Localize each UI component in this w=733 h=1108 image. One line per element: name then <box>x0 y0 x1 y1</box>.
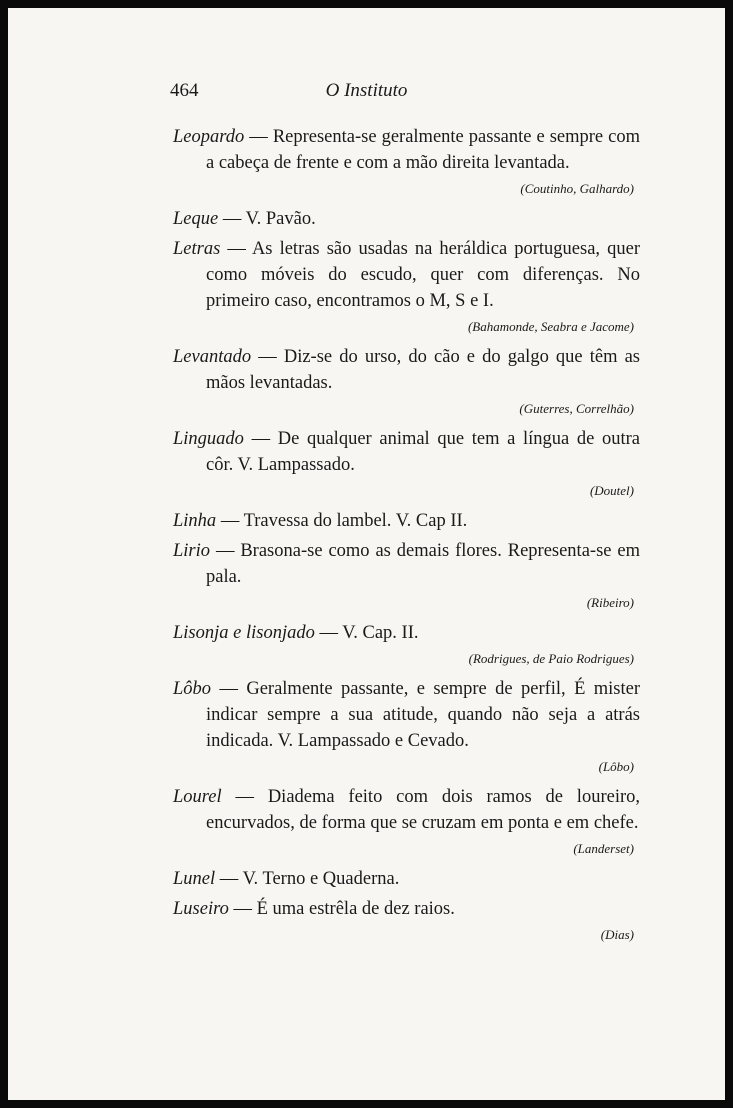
glossary-entries <box>173 124 640 952</box>
page-header <box>8 80 725 110</box>
entry-definition: As letras são usadas na heráldica portuguesa, quer como móveis do escudo, quer com diferenças. No primeiro caso, encontramos o M, S e I. <box>206 239 640 311</box>
entry-term: Lôbo <box>173 679 212 699</box>
glossary-entry <box>173 676 640 776</box>
glossary-entry <box>173 236 640 336</box>
entry-text <box>173 124 640 176</box>
running-title: O Instituto <box>325 80 408 101</box>
entry-term: Linha <box>173 511 217 531</box>
entry-text <box>173 538 640 590</box>
glossary-entry <box>173 538 640 612</box>
entry-source: (Guterres, Correlhão) <box>519 401 634 416</box>
entry-separator: — <box>251 347 284 367</box>
entry-text <box>173 784 640 836</box>
entry-term: Lourel <box>173 787 222 807</box>
entry-separator: — <box>210 541 241 561</box>
entry-separator: — <box>215 869 243 889</box>
glossary-entry <box>173 344 640 418</box>
entry-separator: — <box>216 511 244 531</box>
entry-term: Lirio <box>173 541 211 561</box>
entry-term: Linguado <box>173 429 244 449</box>
entry-text <box>173 676 640 754</box>
entry-text <box>173 896 640 922</box>
entry-source: (Coutinho, Galhardo) <box>520 181 634 196</box>
glossary-entry <box>173 620 640 668</box>
entry-text <box>173 344 640 396</box>
entry-definition: Representa-se geralmente passante e sempre com a cabeça de frente e com a mão direita levantada. <box>206 127 641 173</box>
entry-text <box>173 206 640 232</box>
entry-definition: V. Pavão. <box>245 209 316 229</box>
entry-separator: — <box>218 209 246 229</box>
book-page <box>8 8 725 1100</box>
entry-separator: — <box>221 787 268 807</box>
page-number: 464 <box>170 80 199 101</box>
entry-separator: — <box>220 239 252 259</box>
entry-text <box>173 508 640 534</box>
entry-source: (Doutel) <box>589 483 634 498</box>
glossary-entry <box>173 124 640 198</box>
glossary-entry <box>173 784 640 858</box>
entry-source: (Ribeiro) <box>586 595 634 610</box>
glossary-entry <box>173 426 640 500</box>
entry-source: (Lôbo) <box>598 759 634 774</box>
entry-definition: V. Cap. II. <box>342 623 419 643</box>
glossary-entry <box>173 866 640 892</box>
entry-text <box>173 866 640 892</box>
entry-term: Lisonja e lisonjado <box>173 623 315 643</box>
entry-separator: — <box>211 679 247 699</box>
entry-definition: Geralmente passante, e sempre de perfil, É mister indicar sempre a sua atitude, quando não seja a atrás indicada. V. Lampassado e Cevado. <box>206 679 641 751</box>
entry-term: Leque <box>173 209 219 229</box>
entry-definition: Diz-se do urso, do cão e do galgo que têm as mãos levantadas. <box>206 347 640 393</box>
entry-definition: V. Terno e Quaderna. <box>242 869 400 889</box>
entry-definition: É uma estrêla de dez raios. <box>256 899 455 919</box>
entry-definition: Diadema feito com dois ramos de loureiro, encurvados, de forma que se cruzam em ponta e em chefe. <box>206 787 640 833</box>
entry-text <box>173 426 640 478</box>
entry-separator: — <box>243 429 278 449</box>
entry-separator: — <box>228 899 257 919</box>
entry-term: Levantado <box>173 347 252 367</box>
entry-definition: De qualquer animal que tem a língua de outra côr. V. Lampassado. <box>206 429 641 475</box>
entry-source: (Landerset) <box>573 841 634 856</box>
entry-term: Leopardo <box>173 127 245 147</box>
entry-definition: Travessa do lambel. V. Cap II. <box>243 511 468 531</box>
glossary-entry <box>173 508 640 534</box>
glossary-entry <box>173 896 640 944</box>
entry-text <box>173 236 640 314</box>
entry-separator: — <box>244 127 273 147</box>
entry-source: (Dias) <box>600 927 634 942</box>
glossary-entry <box>173 206 640 232</box>
entry-source: (Rodrigues, de Paio Rodrigues) <box>468 651 634 666</box>
entry-definition: Brasona-se como as demais flores. Representa-se em pala. <box>206 541 640 587</box>
entry-term: Luseiro <box>173 899 229 919</box>
entry-term: Letras <box>173 239 221 259</box>
entry-separator: — <box>314 623 343 643</box>
entry-term: Lunel <box>173 869 216 889</box>
entry-text <box>173 620 640 646</box>
entry-source: (Bahamonde, Seabra e Jacome) <box>467 319 634 334</box>
